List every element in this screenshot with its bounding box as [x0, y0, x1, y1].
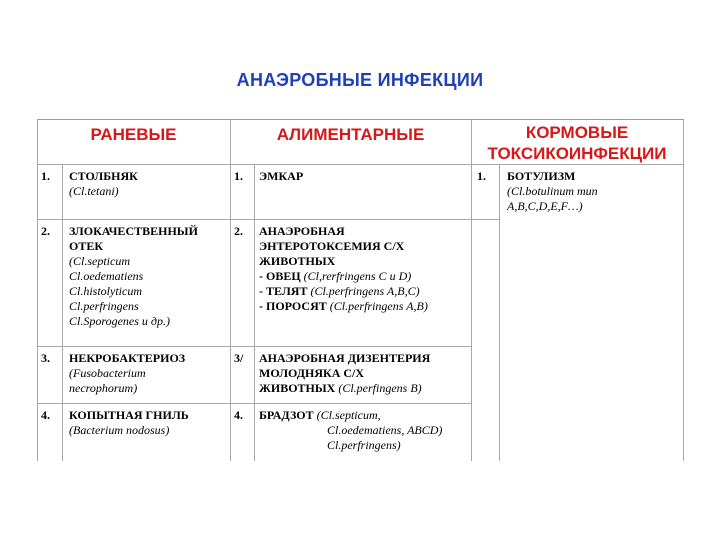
- disease-name: СТОЛБНЯК: [69, 169, 138, 183]
- disease-name: ЭНТЕРОТОКСЕМИЯ С/Х: [259, 239, 405, 253]
- table-border-right: [683, 120, 684, 461]
- pathogen: Cl.histolyticum: [69, 284, 142, 298]
- disease-name: БОТУЛИЗМ: [507, 169, 576, 183]
- pathogen: Cl.Sporogenes и др.): [69, 314, 170, 328]
- alimentary-num-1: 1.: [234, 169, 243, 183]
- wound-item-2: [69, 224, 198, 329]
- subitem-calves: - ТЕЛЯТ (Cl.perfringens A,B,C): [259, 284, 420, 298]
- disease-name: ЖИВОТНЫХ: [259, 254, 336, 268]
- page-title: АНАЭРОБНЫЕ ИНФЕКЦИИ: [236, 70, 484, 90]
- wound-num-1: 1.: [41, 169, 50, 183]
- pathogen: Cl.oedematiens, ABCD): [327, 423, 443, 437]
- pathogen: A,B,C,D,E,F…): [507, 199, 583, 213]
- alimentary-item-3: [259, 351, 430, 396]
- disease-name: ЗЛОКАЧЕСТВЕННЫЙ: [69, 224, 198, 238]
- disease-name: ЭМКАР: [259, 169, 304, 183]
- column-divider-2: [471, 120, 472, 461]
- wound-item-4: [69, 408, 189, 438]
- infection-table: [37, 119, 684, 461]
- pathogen: (Cl.botulinum mun: [507, 184, 598, 198]
- pathogen: (Bacterium nodosus): [69, 423, 170, 437]
- subitem-piglets: - ПОРОСЯТ (Cl.perfringens A,B): [259, 299, 428, 313]
- feed-number-divider: [499, 164, 500, 461]
- alimentary-num-2: 2.: [234, 224, 243, 238]
- alimentary-item-1: [259, 169, 303, 184]
- alimentary-num-3: 3/: [234, 351, 244, 365]
- row-divider-1: [37, 219, 471, 220]
- wound-num-2: 2.: [41, 224, 50, 238]
- subitem-sheep: - ОВЕЦ (Cl,rerfringens C и D): [259, 269, 412, 283]
- header-feed-line1: КОРМОВЫЕ: [525, 123, 629, 142]
- header-divider: [37, 164, 684, 165]
- feed-number-divider-line: [471, 219, 499, 220]
- column-divider-1: [230, 120, 231, 461]
- header-feed: [471, 122, 683, 164]
- pathogen: necrophorum): [69, 381, 138, 395]
- wound-item-3: [69, 351, 185, 396]
- table-border-left: [37, 120, 38, 461]
- row-divider-3: [37, 403, 471, 404]
- header-alimentary: АЛИМЕНТАРНЫЕ: [276, 125, 425, 144]
- pathogen: Cl.perfringens): [327, 438, 401, 452]
- alimentary-item-4: [259, 408, 442, 453]
- disease-name: ОТЕК: [69, 239, 104, 253]
- feed-item-1: [507, 169, 598, 214]
- row-divider-2: [37, 346, 471, 347]
- disease-name: НЕКРОБАКТЕРИОЗ: [69, 351, 186, 365]
- alimentary-number-divider: [254, 164, 255, 461]
- alimentary-item-2: [259, 224, 428, 314]
- disease-name-line: БРАДЗОТ (Cl.septicum,: [259, 408, 381, 422]
- disease-name-last-line: ЖИВОТНЫХ (Cl.perfingens B): [259, 381, 422, 395]
- pathogen: (Cl.septicum: [69, 254, 130, 268]
- wound-item-1: [69, 169, 138, 199]
- disease-name: МОЛОДНЯКА С/Х: [259, 366, 365, 380]
- disease-name: АНАЭРОБНАЯ ДИЗЕНТЕРИЯ: [259, 351, 431, 365]
- pathogen: Cl.oedematiens: [69, 269, 144, 283]
- pathogen: (Cl.tetani): [69, 184, 119, 198]
- header-feed-line2: ТОКСИКОИНФЕКЦИИ: [487, 144, 667, 163]
- disease-name: КОПЫТНАЯ ГНИЛЬ: [69, 408, 189, 422]
- alimentary-num-4: 4.: [234, 408, 243, 422]
- feed-num-1: 1.: [477, 169, 486, 183]
- wound-number-divider: [62, 164, 63, 461]
- pathogen: Cl.perfringens: [69, 299, 139, 313]
- header-wound: РАНЕВЫЕ: [90, 125, 177, 144]
- pathogen: (Fusobacterium: [69, 366, 146, 380]
- disease-name: АНАЭРОБНАЯ: [259, 224, 345, 238]
- wound-num-4: 4.: [41, 408, 50, 422]
- wound-num-3: 3.: [41, 351, 50, 365]
